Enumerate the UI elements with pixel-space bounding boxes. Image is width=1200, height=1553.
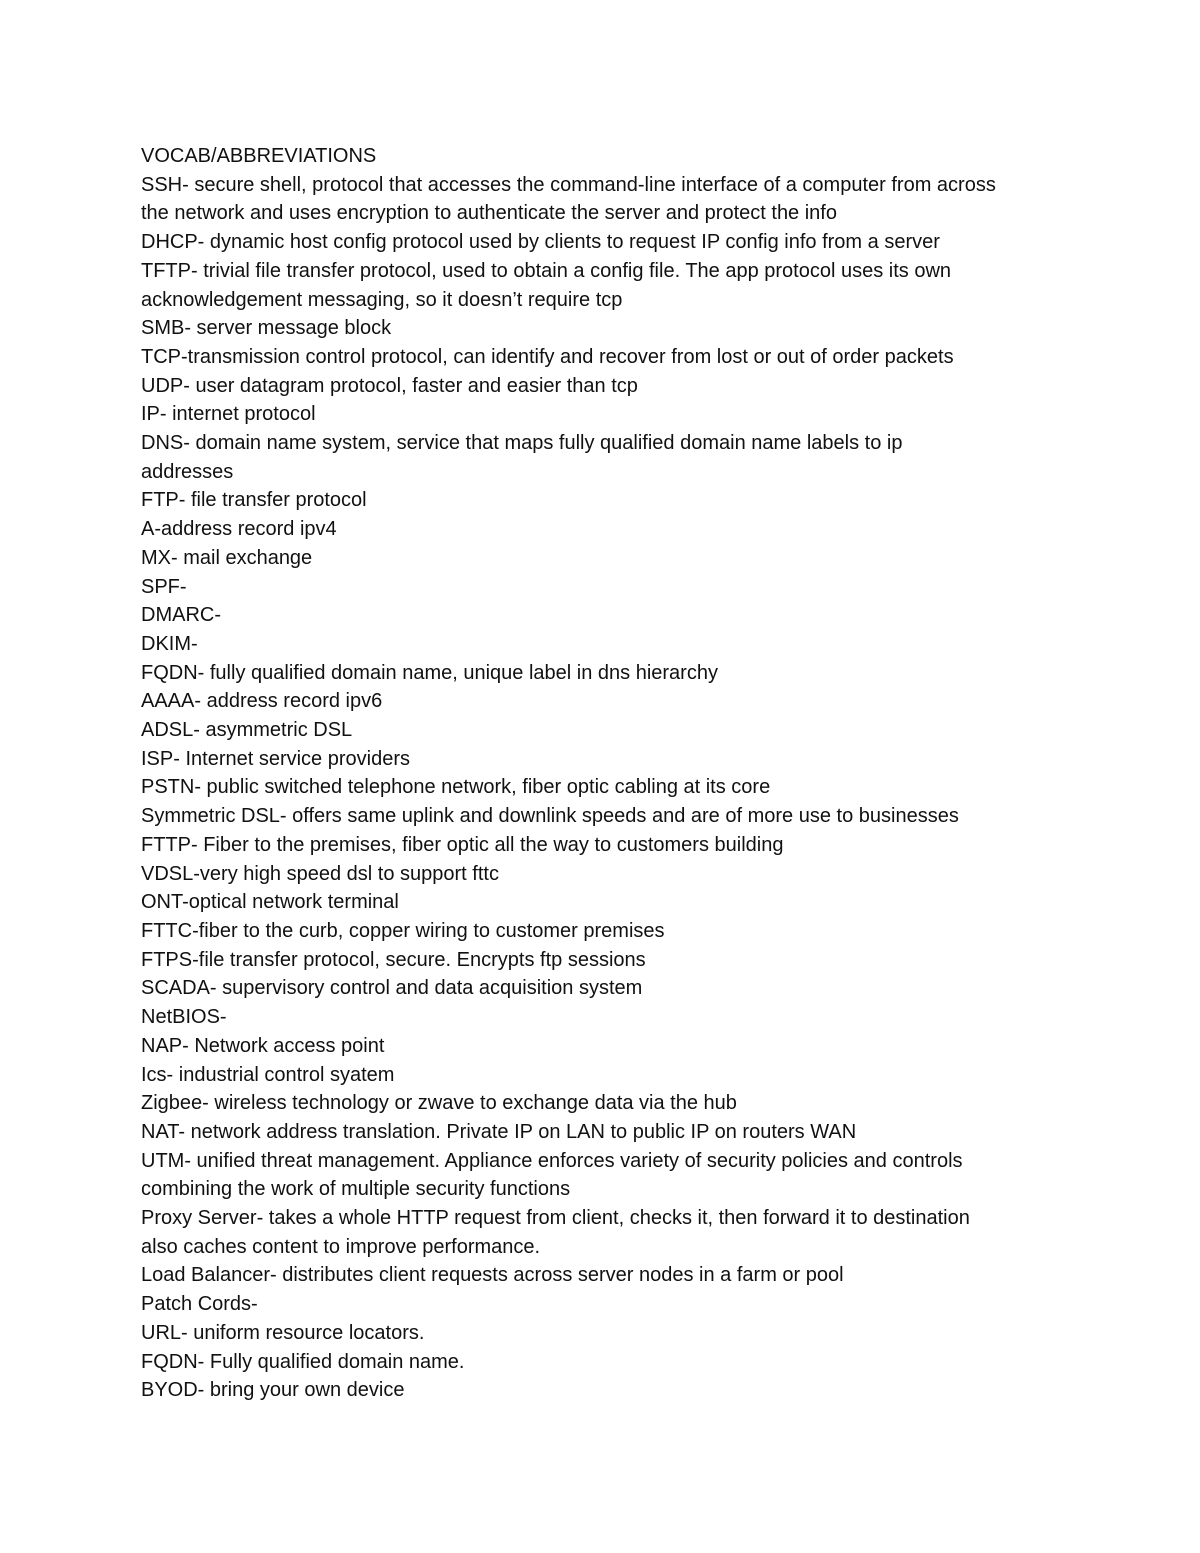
- text-line: MX- mail exchange: [141, 546, 313, 569]
- text-line: SMB- server message block: [141, 317, 392, 340]
- text-line: addresses: [141, 460, 234, 483]
- text-line: SSH- secure shell, protocol that accesses the command-line interface of a computer from across: [141, 173, 996, 196]
- text-line: the network and uses encryption to authenticate the server and protect the info: [141, 202, 837, 225]
- text-line: TFTP- trivial file transfer protocol, used to obtain a config file. The app protocol uses its own: [141, 259, 952, 282]
- text-line: TCP-transmission control protocol, can identify and recover from lost or out of order packets: [141, 345, 954, 368]
- text-line: Ics- industrial control syatem: [141, 1063, 395, 1086]
- text-line: PSTN- public switched telephone network, fiber optic cabling at its core: [141, 776, 771, 799]
- text-line: Load Balancer- distributes client requests across server nodes in a farm or pool: [141, 1264, 844, 1287]
- text-line: AAAA- address record ipv6: [141, 690, 383, 713]
- text-line: DHCP- dynamic host config protocol used by clients to request IP config info from a server: [141, 231, 940, 254]
- text-line: URL- uniform resource locators.: [141, 1321, 425, 1344]
- text-line: ONT-optical network terminal: [141, 891, 399, 914]
- text-line: UDP- user datagram protocol, faster and easier than tcp: [141, 374, 638, 397]
- text-line: BYOD- bring your own device: [141, 1379, 405, 1402]
- text-line: A-address record ipv4: [141, 518, 337, 541]
- text-line: ISP- Internet service providers: [141, 747, 410, 770]
- text-line: Proxy Server- takes a whole HTTP request from client, checks it, then forward it to destination: [141, 1207, 970, 1230]
- text-line: Zigbee- wireless technology or zwave to exchange data via the hub: [141, 1092, 737, 1115]
- text-line: VDSL-very high speed dsl to support fttc: [141, 862, 499, 885]
- text-line: FTPS-file transfer protocol, secure. Encrypts ftp sessions: [141, 948, 646, 971]
- text-line: SPF-: [141, 575, 187, 598]
- text-line: FTTC-fiber to the curb, copper wiring to customer premises: [141, 919, 665, 942]
- text-line: FTP- file transfer protocol: [141, 489, 367, 512]
- text-line: UTM- unified threat management. Appliance enforces variety of security policies and controls: [141, 1149, 963, 1172]
- text-line: NAP- Network access point: [141, 1034, 385, 1057]
- text-line: NAT- network address translation. Private IP on LAN to public IP on routers WAN: [141, 1120, 857, 1143]
- text-line: DNS- domain name system, service that maps fully qualified domain name labels to ip: [141, 432, 903, 455]
- text-line: Symmetric DSL- offers same uplink and downlink speeds and are of more use to businesses: [141, 805, 959, 828]
- text-line: FTTP- Fiber to the premises, fiber optic all the way to customers building: [141, 833, 784, 856]
- text-line: IP- internet protocol: [141, 403, 316, 426]
- text-line: acknowledgement messaging, so it doesn’t require tcp: [141, 288, 623, 311]
- text-line: ADSL- asymmetric DSL: [141, 719, 353, 742]
- text-line: FQDN- Fully qualified domain name.: [141, 1350, 465, 1373]
- text-line: DKIM-: [141, 632, 198, 655]
- text-line: NetBIOS-: [141, 1006, 227, 1029]
- document-body: [141, 142, 1071, 1405]
- text-line: SCADA- supervisory control and data acquisition system: [141, 977, 643, 1000]
- text-line: combining the work of multiple security functions: [141, 1178, 571, 1201]
- text-line: Patch Cords-: [141, 1293, 258, 1316]
- text-line: DMARC-: [141, 604, 221, 627]
- text-line: also caches content to improve performance.: [141, 1235, 541, 1258]
- text-line: FQDN- fully qualified domain name, unique label in dns hierarchy: [141, 661, 718, 684]
- document-heading: VOCAB/ABBREVIATIONS: [141, 145, 377, 167]
